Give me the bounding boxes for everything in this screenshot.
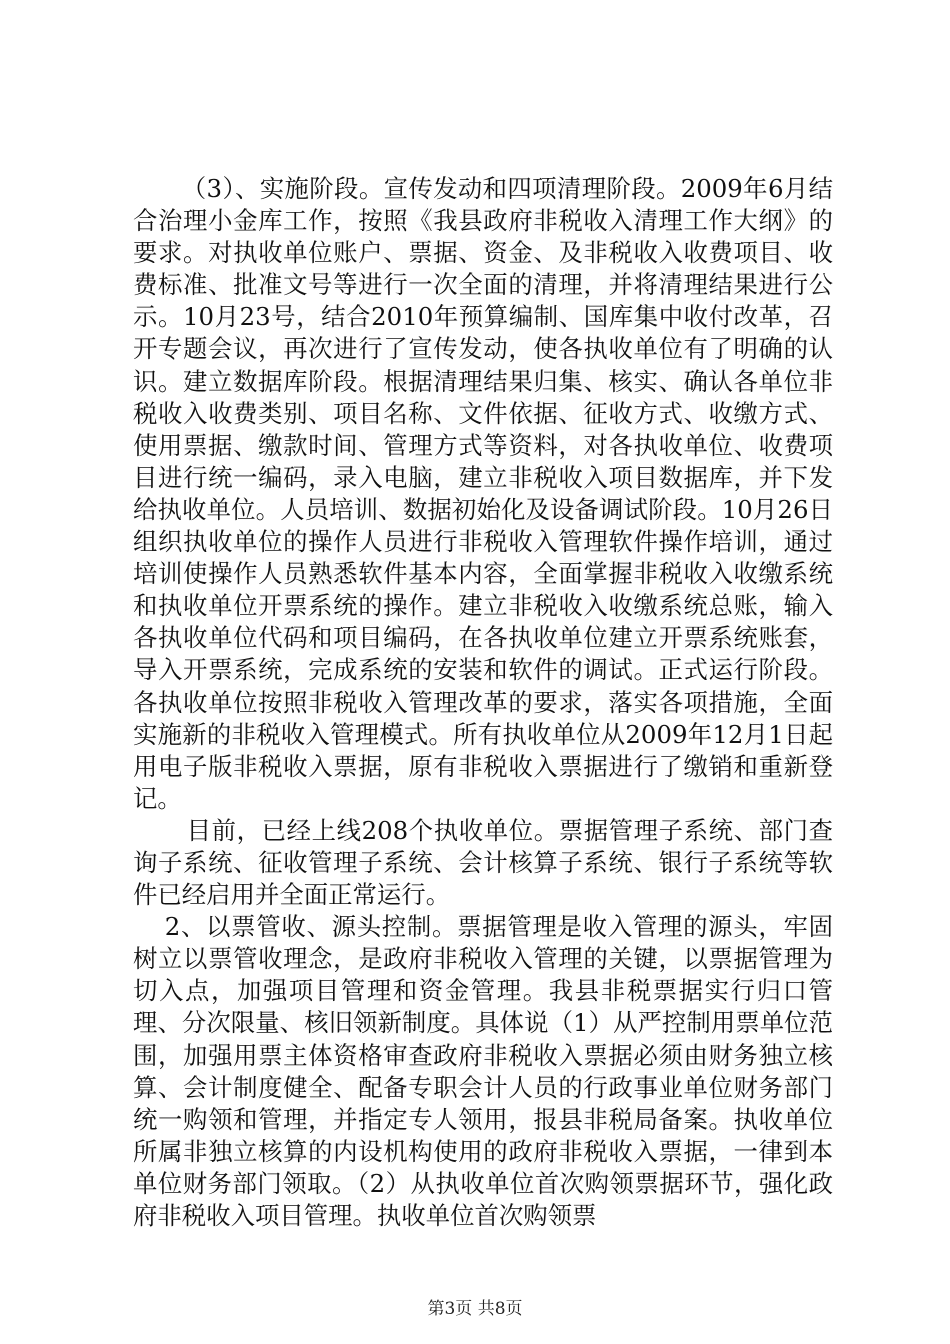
body-text [133, 173, 833, 1232]
paragraph-current-status: 目前，已经上线208个执收单位。票据管理子系统、部门查询子系统、征收管理子系统、会计核算子系统、银行子系统等软件已经启用并全面正常运行。 [133, 815, 833, 910]
page-footer: 第3页 共8页 [427, 1299, 523, 1319]
paragraph-ticket-management: 2、以票管收、源头控制。票据管理是收入管理的源头，牢固树立以票管收理念，是政府非税收入管理的关键，以票据管理为切入点，加强项目管理和资金管理。我县非税票据实行归口管理、分次限量、核旧领新制度。具体说（1）从严控制用票单位范围，加强用票主体资格审查政府非税收入票据必须由财务独立核算、会计制度健全、配备专职会计人员的行政事业单位财务部门统一购领和管理，并指定专人领用，报县非税局备案。执收单位所属非独立核算的内设机构使用的政府非税收入票据，一律到本单位财务部门领取。（2）从执收单位首次购领票据环节，强化政府非税收入项目管理。执收单位首次购领票 [133, 912, 833, 1230]
paragraph-implementation-stage: （3）、实施阶段。宣传发动和四项清理阶段。2009年6月结合治理小金库工作，按照《我县政府非税收入清理工作大纲》的要求。对执收单位账户、票据、资金、及非税收入收费项目、收费标准、批准文号等进行一次全面的清理，并将清理结果进行公示。10月23号，结合2010年预算编制、国库集中收付改革，召开专题会议，再次进行了宣传发动，使各执收单位有了明确的认识。建立数据库阶段。根据清理结果归集、核实、确认各单位非税收入收费类别、项目名称、文件依据、征收方式、收缴方式、使用票据、缴款时间、管理方式等资料，对各执收单位、收费项目进行统一编码，录入电脑，建立非税收入项目数据库，并下发给执收单位。人员培训、数据初始化及设备调试阶段。10月26日组织执收单位的操作人员进行非税收入管理软件操作培训，通过培训使操作人员熟悉软件基本内容，全面掌握非税收入收缴系统和执收单位开票系统的操作。建立非税收入收缴系统总账，输入各执收单位代码和项目编码，在各执收单位建立开票系统账套，导入开票系统，完成系统的安装和软件的调试。正式运行阶段。各执收单位按照非税收入管理改革的要求，落实各项措施，全面实施新的非税收入管理模式。所有执收单位从2009年12月1日起用电子版非税收入票据，原有非税收入票据进行了缴销和重新登记。 [133, 174, 833, 813]
